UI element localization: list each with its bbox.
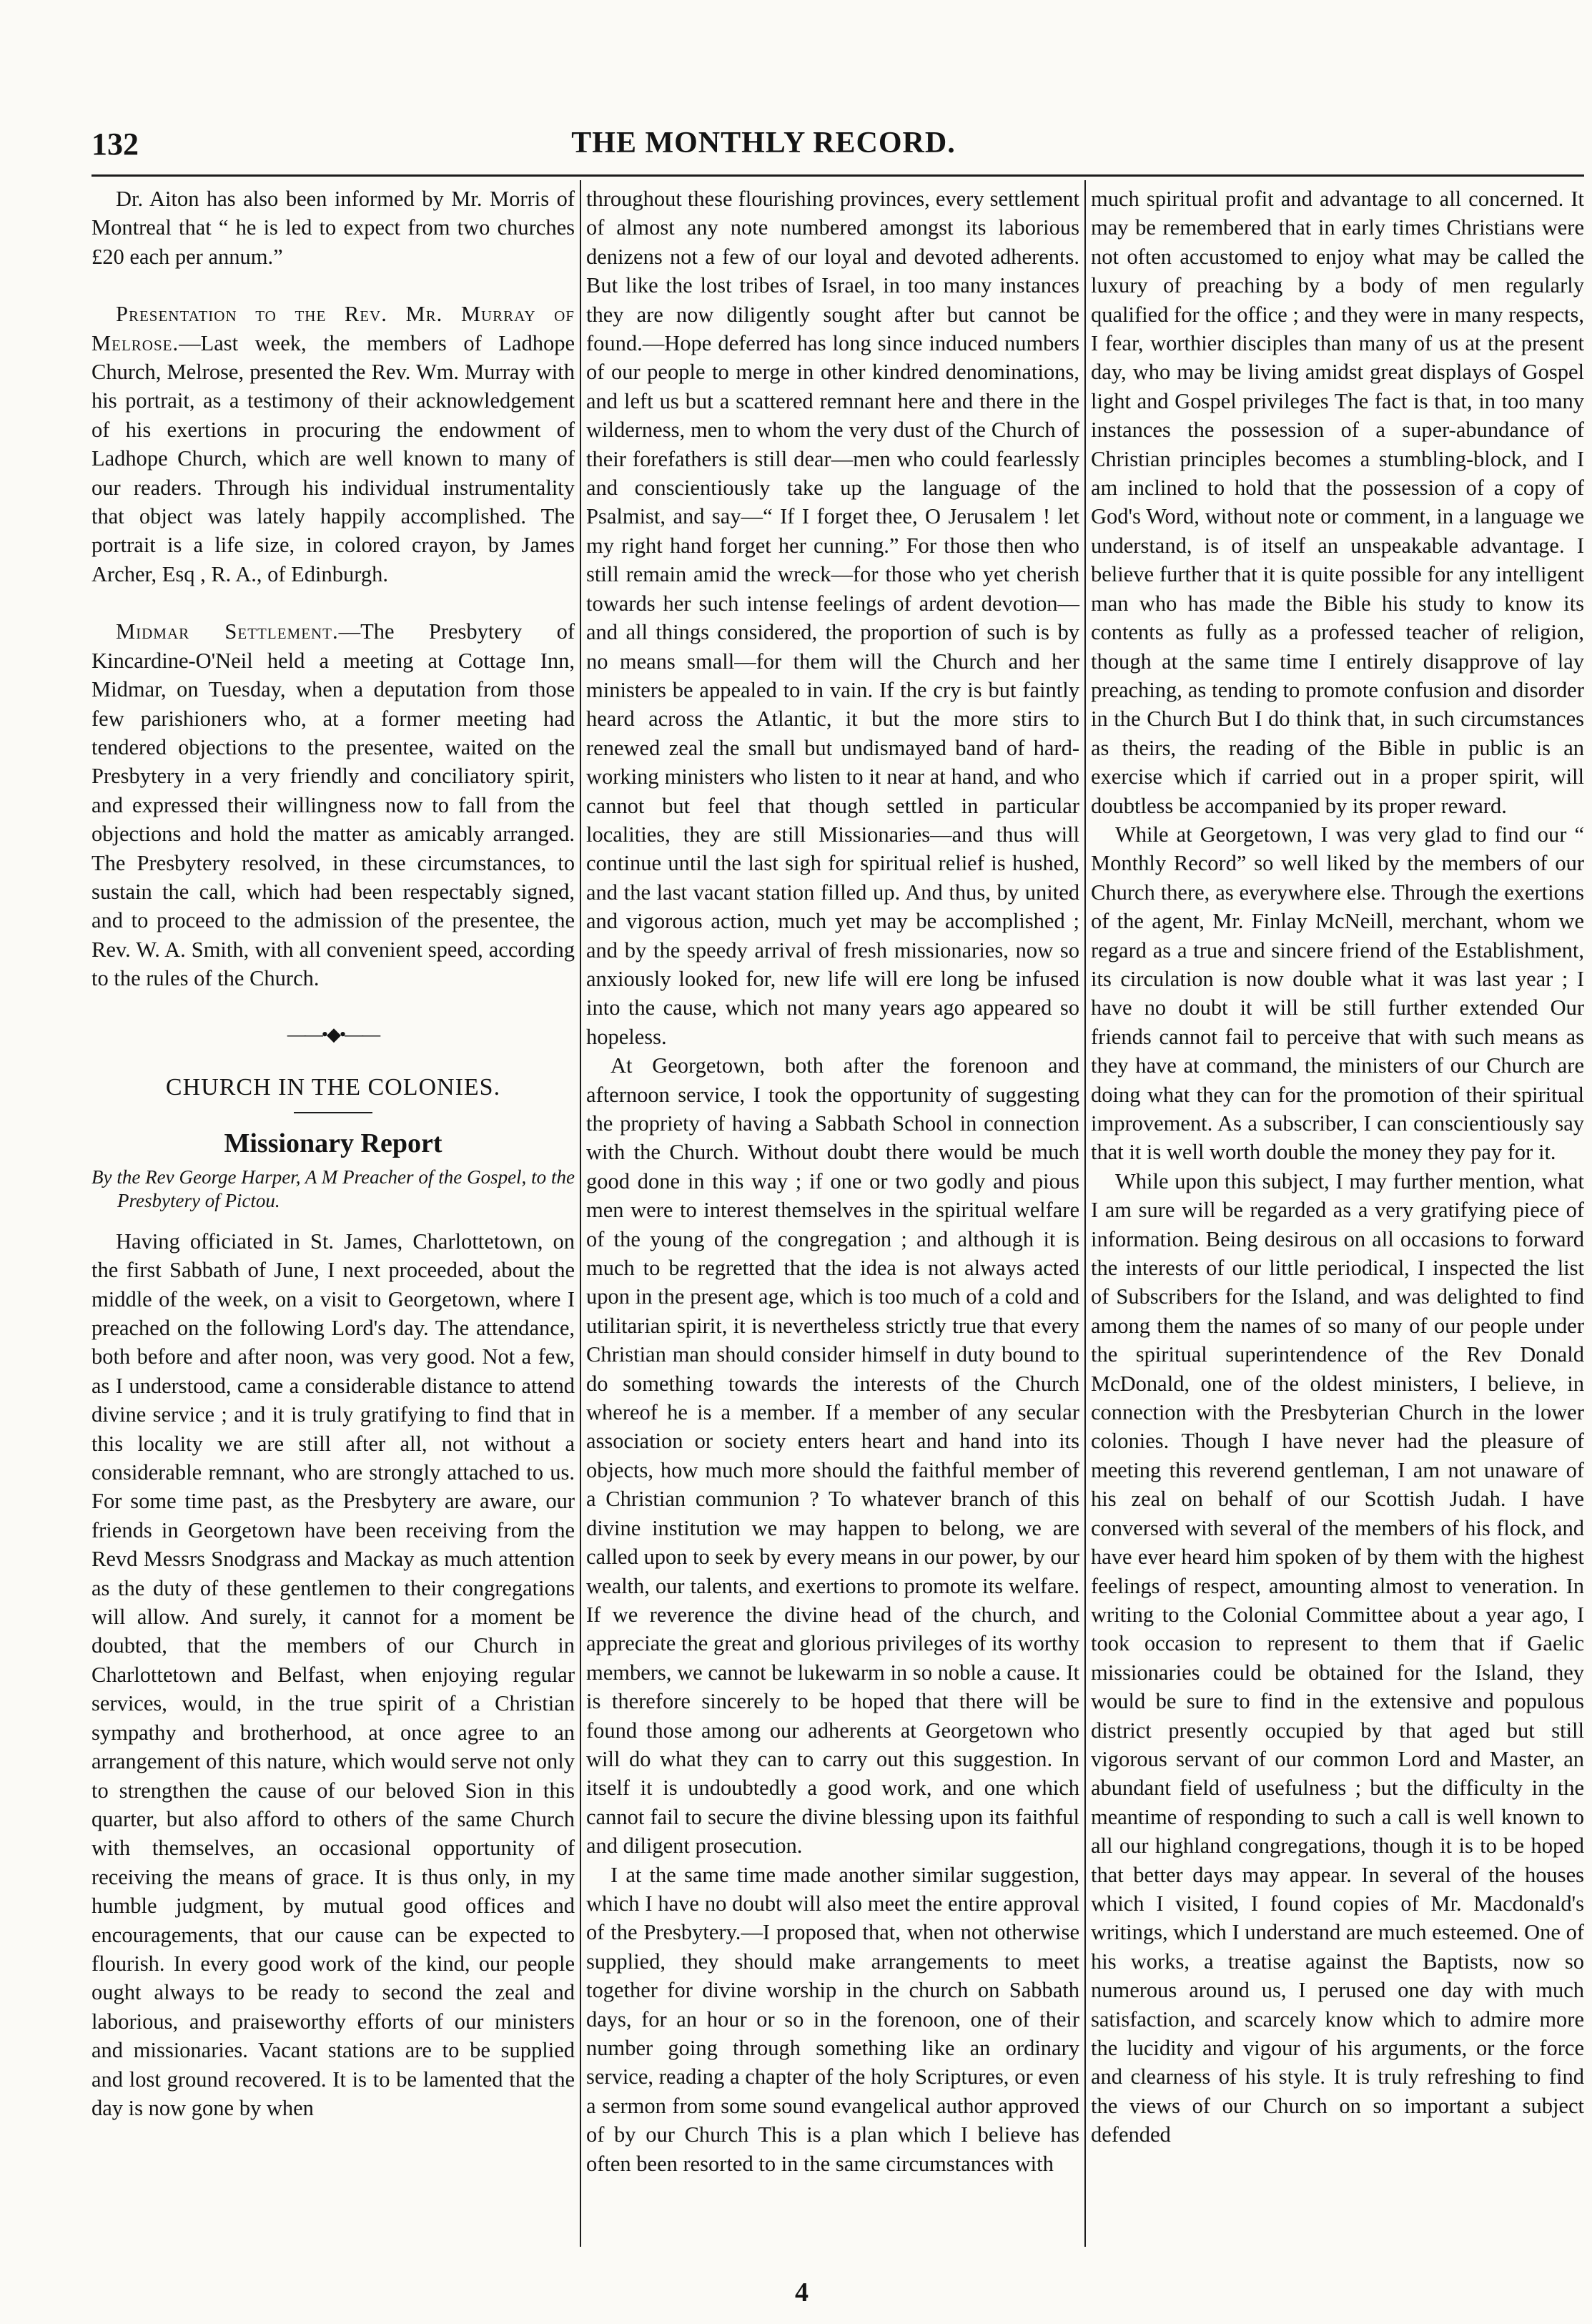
report-paragraph-7: While upon this subject, I may further mention, what I am sure will be regarded as a very gratifying piece of information. Being desirous on all occasions to forward the interests of our little periodical, I inspected the list of Subscribers for the Island, and was delighted to find among them the names of so many of our people under the spiritual superintendence of the Rev Donald McDonald, one of the oldest ministers, I believe, in connection with the Presbyterian Church in the lower colonies. Though I have never had the pleasure of meeting this reverend gentleman, I am not unaware of his zeal on behalf of our Scottish Judah. I have conversed with several of the members of his flock, and have ever heard him spoken of by them with the highest feelings of respect, amounting almost to veneration. In writing to the Colonial Committee about a year ago, I took occasion to represent to them that if Gaelic missionaries could be obtained for the Island, they would be sure to find in the extensive and populous district presently occupied by that aged but still vigorous servant of our common Lord and Master, an abundant field of usefulness ; but the difficulty in the meantime of responding to such a call is well known to all our highland congregations, though it is to be hoped that better days may appear. In several of the houses which I visited, I found copies of Mr. Macdonald's writings, which I understand are much esteemed. One of his works, a treatise against the Baptists, now so numerous around us, I perused one day with much satisfaction, and scarcely know which to admire more the lucidity and vigour of his arguments, or the force and clearness of his style. It is truly refreshing to find the views of our Church on so important a subject defended [1091, 1168, 1584, 2147]
column-3 [1091, 184, 1584, 2150]
article-body-midmar: —The Presbytery of Kincardine-O'Neil held a meeting at Cottage Inn, Midmar, on Tuesday, when a deputation from those few parishioners who, at a former meeting had tendered objections to the presentee, waited on the Presbytery in a very friendly and conciliatory spirit, and expressed their willingness now to fall from the objections and hold the matter as amicably arranged. The Presbytery resolved, in these circumstances, to sustain the call, which had been respectably signed, and to proceed to the admission of the presentee, the Rev. W. A. Smith, with all convenient speed, according to the rules of the Church. [92, 619, 575, 991]
journal-title: THE MONTHLY RECORD. [571, 127, 956, 159]
section-divider [294, 1112, 372, 1113]
page-header [92, 120, 1435, 170]
article-heading-presentation: Presentation to the Rev. Mr. Murray of Melrose. [92, 302, 575, 355]
signature-mark: 4 [795, 2278, 809, 2308]
report-paragraph-1: Having officiated in St. James, Charlottetown, on the first Sabbath of June, I next proceeded, about the middle of the week, on a visit to Georgetown, where I preached on the following Lord's day. The attendance, both before and after noon, was very good. Not a few, as I understood, came a considerable distance to attend divine service ; and it is truly gratifying to find that in this locality we are still after all, not without a considerable remnant, who are strongly attached to us. For some time past, as the Presbytery are aware, our friends in Georgetown have been receiving from the Revd Messrs Snodgrass and Mackay as much attention as the duty of these gentlemen to their congregations will allow. And surely, it cannot for a moment be doubted, that the members of our Church in Charlottetown and Belfast, when enjoying regular services, would, in the true spirit of a Christian sympathy and brotherhood, at once agree to an arrangement of this nature, which would serve not only to strengthen the cause of our beloved Sion in this quarter, but also afford to others of the same Church with themselves, an occasional opportunity of receiving the means of grace. It is thus only, in my humble judgment, by mutual good offices and encouragements, that our cause can be expected to flourish. In every good work of the kind, our people ought always to be ready to second the zeal and laborious, and praiseworthy efforts of our ministers and missionaries. Vacant stations are to be supplied and lost ground recovered. It is to be lamented that the day is now gone by when [92, 1229, 575, 2120]
article-body-presentation: —Last week, the members of Ladhope Church, Melrose, presented the Rev. Wm. Murray with his portrait, as a testimony of their acknowledgement of his exertions in procuring the endowment of Ladhope Church, which are well known to many of our readers. Through his individual instrumentality that object was lately happily accomplished. The portrait is a life size, in colored crayon, by James Archer, Esq , R. A., of Edinburgh. [92, 330, 575, 586]
column-1 [92, 184, 575, 2122]
report-paragraph-2: throughout these flourishing provinces, every settlement of almost any note numbered amongst its laborious denizens not a few of our loyal and devoted adherents. But like the lost tribes of Israel, in too many instances they are now diligently sought after but cannot be found.—Hope deferred has long since induced numbers of our people to merge in other kindred denominations, and left us but a scattered remnant here and there in the wilderness, men to whom the very dust of the Church of their forefathers is still dear—men who could fearlessly and conscientiously take up the language of the Psalmist, and say—“ If I forget thee, O Jerusalem ! let my right hand forget her cunning.” For those then who still remain amid the wreck—for those who yet cherish towards her such intense feelings of ardent devotion—and all things considered, the proportion of such is by no means small—for them will the Church and her ministers be appealed to in vain. If the cry is but faintly heard across the Atlantic, it but the more stirs to renewed zeal the small but undismayed band of hard-working ministers who listen to it near at hand, and who cannot but feel that though settled in particular localities, they are still Missionaries—and thus will continue until the last sigh for spiritual relief is hushed, and the last vacant station filled up. And thus, by united and vigorous action, much yet may be accomplished ; and by the speedy arrival of fresh missionaries, now so anxiously looked for, new life will ere long be infused into the cause, which not many years ago appeared so hopeless. [586, 187, 1079, 1049]
report-paragraph-5: much spiritual profit and advantage to all concerned. It may be remembered that in early times Christians were not often accustomed to enjoy what may be called the luxury of preaching by a body of men regularly qualified for the office ; and they were in many respects, I fear, worthier disciples than many of us at the present day, who may be living amidst great displays of Gospel light and Gospel privileges The fact is that, in too many instances the possession of a super-abundance of Christian principles becomes a stumbling-block, and I am inclined to hold that the possession of a copy of God's Word, without note or comment, in a language we understand, is of itself an unspeakable advantage. I believe further that it is quite possible for any intelligent man who has made the Bible his study to know its contents as fully as a professed teacher of religion, though at the same time I entirely disapprove of lay preaching, as tending to promote confusion and disorder in the Church But I do think that, in such circumstances as theirs, the reading of the Bible in public is an exercise which if carried out in a proper spirit, will doubtless be accompanied by its proper reward. [1091, 187, 1584, 818]
report-title: Missionary Report [224, 1128, 443, 1159]
notice-aiton: Dr. Aiton has also been informed by Mr. Morris of Montreal that “ he is led to expect from two churches £20 each per annum.” [92, 187, 575, 269]
header-rule [92, 174, 1584, 177]
report-paragraph-4: I at the same time made another similar suggestion, which I have no doubt will also meet the entire approval of the Presbytery.—I proposed that, when not otherwise supplied, they should make arrangements to meet together for divine worship in the church on Sabbath days, for an hour or so in the forenoon, one of their number going through something like an ordinary service, reading a chapter of the holy Scriptures, or even a sermon from some sound evangelical author approved of by our Church This is a plan which I believe has often been resorted to in the same circumstances with [586, 1862, 1079, 2176]
column-rule-right [1084, 180, 1086, 2247]
section-ornament: ——•◆•—— [287, 1023, 380, 1045]
article-midmar [92, 617, 575, 993]
article-presentation [92, 300, 575, 589]
report-byline: By the Rev George Harper, A M Preacher of the Gospel, to the Presbytery of Pictou. [92, 1166, 575, 1211]
column-2 [586, 184, 1079, 2178]
report-paragraph-6: While at Georgetown, I was very glad to find our “ Monthly Record” so well liked by the members of our Church there, as everywhere else. Through the exertions of the agent, Mr. Finlay McNeill, merchant, whom we regard as a true and sincere friend of the Establishment, its circulation is now double what it was last year ; I have no doubt it will be still further extended Our friends cannot fail to perceive that with such means as they have at command, the ministers of our Church are doing what they can for the promotion of their spiritual improvement. As a subscriber, I can conscientiously say that it is well worth double the money they pay for it. [1091, 822, 1584, 1165]
article-heading-midmar: Midmar Settlement. [116, 619, 339, 644]
report-paragraph-3: At Georgetown, both after the forenoon and afternoon service, I took the opportunity of suggesting the propriety of having a Sabbath School in connection with the Church. Without doubt there would be much good done in this way ; if one or two godly and pious men were to interest themselves in the spiritual welfare of the young of the congregation ; and although it is much to be regretted that the idea is not always acted upon in the present age, which is too much of a cold and utilitarian spirit, it is nevertheless strictly true that every Christian man should consider himself in duty bound to do something towards the interests of the Church whereof he is a member. If a member of any secular association or society enters heart and hand into its objects, how much more should the faithful member of a Christian communion ? To whatever branch of this divine institution we may happen to belong, we are called upon to seek by every means in our power, by our wealth, our talents, and exertions to promote its welfare. If we reverence the divine head of the church, and appreciate the great and glorious privileges of its worthy members, we cannot be lukewarm in so noble a cause. It is therefore sincerely to be hoped that there will be found those among our adherents at Georgetown who will do what they can to carry out this suggestion. In itself it is undoubtedly a good work, and one which cannot fail to secure the divine blessing upon its faithful and diligent prosecution. [586, 1053, 1079, 1858]
section-heading: CHURCH IN THE COLONIES. [165, 1073, 501, 1101]
page-number: 132 [92, 127, 139, 162]
column-rule-left [580, 180, 581, 2247]
